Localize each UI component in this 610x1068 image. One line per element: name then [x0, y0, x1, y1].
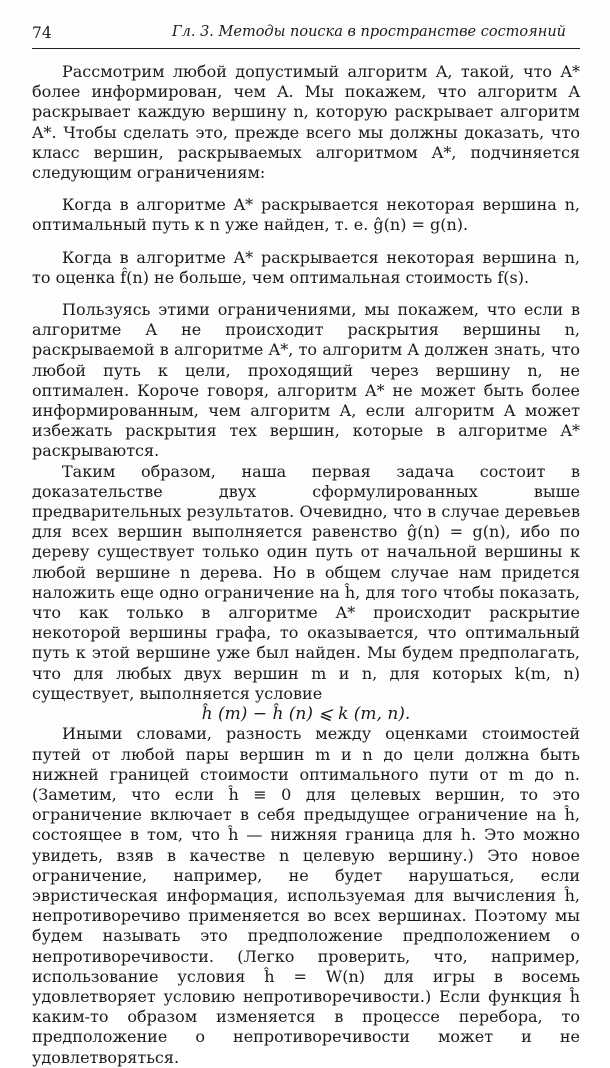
paragraph-constraint-1: Когда в алгоритме A* раскрывается некоторая вершина n, оптимальный путь к n уже найден, т. е. ĝ(n) = g(n). — [32, 195, 580, 235]
paragraph-intro: Рассмотрим любой допустимый алгоритм A, такой, что A* более информирован, чем A. Мы покажем, что алгоритм A раскрывает каждую вершину n, которую раскрывает алгоритм A*. Чтобы сделать это, прежде всего мы должны доказать, что класс вершин, раскрываемых алгоритмом A*, подчиняется следующим ограничениям: — [32, 62, 580, 183]
consistency-formula: ĥ (m) − ĥ (n) ⩽ k (m, n). — [201, 704, 411, 725]
paragraph-argument: Пользуясь этими ограничениями, мы покажем, что если в алгоритме A не происходит раскрытия вершины n, раскрываемой в алгоритме A*, то алгоритм A должен знать, что любой путь к цели, проходящий через вершину n, не оптимален. Короче говоря, алгоритм A* не может быть более информированным, чем алгоритм A, если алгоритм A может избежать раскрытия тех вершин, которые в алгоритме A* раскрываются. — [32, 300, 580, 461]
page-header — [32, 22, 580, 49]
running-title: Гл. 3. Методы поиска в пространстве состояний — [172, 24, 566, 40]
paragraph-consistency: Иными словами, разность между оценками стоимостей путей от любой пары вершин m и n до цели должна быть нижней границей стоимости оптимального пути от m до n. (Заметим, что если ĥ ≡ 0 для целевых вершин, то это ограничение включает в себя предыдущее ограничение на ĥ, состоящее в том, что ĥ — нижняя граница для h. Это можно увидеть, взяв в качестве n целевую вершину.) Это новое ограничение, например, не будет нарушаться, если эвристическая информация, используемая для вычисления ĥ, непротиворечиво применяется во всех вершинах. Поэтому мы будем называть это предположение предположением о непротиворечивости. (Легко проверить, что, например, использование условия ĥ = W(n) для игры в восемь удовлетворяет условию непротиворечивости.) Если функция ĥ каким-то образом изменяется в процессе перебора, то предположение о непротиворечивости может и не удовлетворяться. — [32, 724, 580, 1067]
page-number: 74 — [32, 24, 52, 42]
paragraph-first-task: Таким образом, наша первая задача состоит в доказательстве двух сформулированных выше предварительных результатов. Очевидно, что в случае деревьев для всех вершин выполняется равенство ĝ(n) = g(n), ибо по дереву существует только один путь от начальной вершины к любой вершине n дерева. Но в общем случае нам придется наложить еще одно ограничение на ĥ, для того чтобы показать, что как только в алгоритме A* происходит раскрытие некоторой вершины графа, то оказывается, что оптимальный путь к этой вершине уже был найден. Мы будем предполагать, что для любых двух вершин m и n, для которых k(m, n) существует, выполняется условие — [32, 461, 580, 703]
body-text — [32, 62, 580, 1068]
paragraph-constraint-2: Когда в алгоритме A* раскрывается некоторая вершина n, то оценка f̂(n) не больше, чем оптимальная стоимость f(s). — [32, 247, 580, 287]
